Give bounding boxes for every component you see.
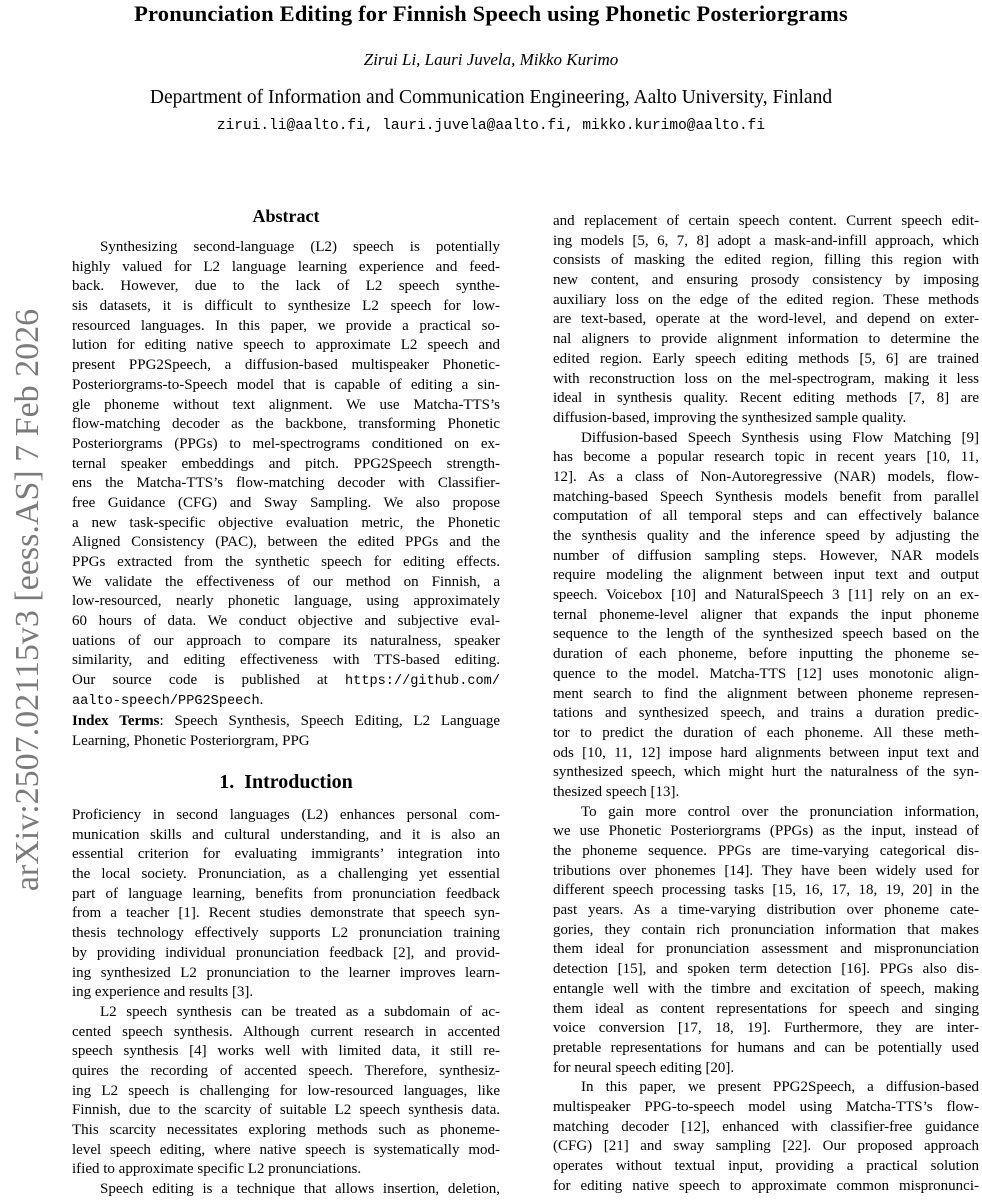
text-line: lution for editing native speech to approximate L2 speech and — [72, 337, 500, 354]
text-line: detection [15], and spoken term detection [16]. PPGs also dis- — [553, 961, 979, 978]
text-line: diffusion-based, improving the synthesized sample quality. — [553, 409, 907, 426]
text-line: Aligned Consistency (PAC), between the edited PPGs and the — [72, 534, 500, 551]
text-line: L2 speech synthesis can be treated as a subdomain of ac- — [100, 1003, 500, 1020]
text-line: operates without textual input, providing a practical solution — [553, 1158, 979, 1174]
text-line: for editing native speech to approximate common mispronunci- — [553, 1177, 979, 1194]
text-line: thesis technology effectively supports L2 pronunciation training — [72, 925, 500, 942]
text-line: for neural speech editing [20]. — [553, 1059, 735, 1076]
text-line: a new task-specific objective evaluation metric, the Phonetic — [72, 514, 500, 531]
text-line: pretable representations for humans and can be potentially used — [553, 1039, 979, 1056]
text-line: sis datasets, it is difficult to synthesize L2 speech for low- — [72, 298, 500, 315]
text-line: uations of our approach to compare its naturalness, speaker — [72, 632, 500, 649]
text-line: the phoneme sequence. PPGs are time-varying categorical dis- — [553, 843, 979, 859]
text-line: ternal speaker embeddings and pitch. PPG2Speech strength- — [72, 455, 500, 472]
text-line: Learning, Phonetic Posteriorgram, PPG — [72, 732, 310, 749]
text-line: resourced languages. In this paper, we provide a practical so- — [72, 317, 500, 334]
text-run: : Speech Synthesis, Speech Editing, L2 Language — [159, 713, 500, 729]
text-line: We validate the effectiveness of our method on Finnish, a — [72, 573, 500, 590]
text-line — [72, 671, 500, 691]
introduction-body-left — [72, 806, 500, 1200]
text-line: ens the Matcha-TTS’s flow-matching decoder with Classifier- — [72, 475, 500, 492]
text-line: quence to the model. Matcha-TTS [12] uses monotonic align- — [553, 665, 979, 682]
text-line: back. However, due to the lack of L2 speech synthe- — [72, 278, 500, 295]
text-line: with reconstruction loss on the mel-spectrogram, making it less — [553, 370, 979, 387]
text-line: entangle well with the timbre and excitation of speech, making — [553, 980, 979, 997]
text-line: thesized speech [13]. — [553, 783, 680, 800]
text-line: ified to approximate specific L2 pronunciations. — [72, 1161, 362, 1178]
text-line: has become a popular research topic in recent years [10, 11, — [553, 449, 979, 466]
text-line: Posteriorgrams (PPGs) to mel-spectrograms conditioned on ex- — [72, 435, 500, 452]
authors-line: Zirui Li, Lauri Juvela, Mikko Kurimo — [363, 50, 619, 69]
text-line: Finnish, due to the scarcity of suitable L2 speech synthesis data. — [72, 1102, 500, 1119]
index-terms — [72, 712, 500, 751]
text-line: Diffusion-based Speech Synthesis using Flow Matching [9] — [581, 429, 979, 446]
text-line: sequence to the length of the synthesized speech based on the — [553, 626, 979, 643]
text-line: Posteriorgrams-to-Speech model that is capable of editing a sin- — [72, 376, 500, 393]
text-line: require modeling the alignment between input text and output — [553, 567, 979, 584]
text-line: Proficiency in second languages (L2) enhances personal com- — [72, 807, 500, 823]
text-line: Speech editing is a technique that allows insertion, deletion, — [100, 1181, 500, 1198]
text-line: In this paper, we present PPG2Speech, a diffusion-based — [581, 1079, 979, 1096]
text-line: (CFG) [21] and sway sampling [22]. Our proposed approach — [553, 1138, 979, 1155]
text-line: by providing individual pronunciation feedback [2], and provid- — [72, 944, 500, 961]
text-line: PPGs extracted from the synthetic speech for editing effects. — [72, 554, 500, 570]
paper-title: Pronunciation Editing for Finnish Speech using Phonetic Posteriorgrams — [134, 1, 848, 26]
text-line: ternal phoneme-level aligner that expands the input phoneme — [553, 606, 979, 623]
affiliation-line: Department of Information and Communication Engineering, Aalto University, Finland — [149, 87, 833, 108]
text-line: computation of all temporal steps and can effectively balance — [553, 508, 979, 525]
text-line: low-resourced, nearly phonetic language, using approximately — [72, 593, 500, 610]
text-line: part of language learning, benefits from pronunciation feedback — [72, 885, 500, 902]
text-line: ideal in synthesis quality. Recent editing methods [7, 8] are — [553, 390, 979, 407]
text-line: are text-based, operate at the word-level, and depend on exter- — [553, 311, 979, 328]
text-line — [72, 691, 500, 711]
bold-text: Index Terms — [72, 713, 160, 729]
text-line: different speech processing tasks [15, 16, 17, 18, 19, 20] in the — [553, 882, 979, 899]
text-line: matching-based Speech Synthesis models benefit from parallel — [553, 488, 979, 505]
text-line: new content, and ensuring prosody consistency by imposing — [553, 272, 979, 289]
right-column-body — [553, 212, 979, 1196]
abstract-heading: Abstract — [252, 206, 320, 226]
text-line: duration of each phoneme, before inputting the phoneme se- — [553, 646, 979, 663]
text-line: To gain more control over the pronunciation information, — [581, 803, 979, 820]
text-line: speech synthesis [4] works well with limited data, it still re- — [72, 1043, 500, 1060]
text-line: edited region. Early speech editing methods [5, 6] are trained — [553, 350, 979, 367]
text-line: ment search to find the alignment between phoneme represen- — [553, 685, 979, 702]
paper-page: arXiv:2507.02115v3 [eess.AS] 7 Feb 2026 Pronunciation Editing for Finnish Speech using Phonetic Posteriorgrams Zirui Li, Lauri Juvela, Mikko Kurimo Department of Information and Communication Engineering, Aalto University, Finland zirui.li@aalto.fi, lauri.juvela@aalto.fi, mikko.kurimo@aalto.fi Abstract Synthesizing second-language (L2) speech is potentially highly valued for L2 language learning experience and feed- back. However, due to the lack of L2 speech synthe- sis datasets, it is difficult to synthesize L2 speech for low- resourced languages. In this paper, we provide a practical so- lution for editing native speech to approximate L2 speech and present PPG2Speech, a diffusion-based multispeaker Phonetic- Posteriorgrams-to-Speech model that is capable of editing a sin- gle phoneme without text alignment. We use Matcha-TTS’s flow-matching decoder as the backbone, transforming Phonetic Posteriorgrams (PPGs) to mel-spectrograms conditioned on ex- ternal speaker embeddings and pitch. PPG2Speech strength- ens the Matcha-TTS’s flow-matching decoder with Classifier- free Guidance (CFG) and Sway Sampling. We also propose a new task-specific objective evaluation metric, the Phonetic Aligned Consistency (PAC), between the edited PPGs and the PPGs extracted from the synthetic speech for editing effects. We validate the effectiveness of our method on Finnish, a low-resourced, nearly phonetic language, using approximately 60 hours of data. We conduct objective and subjective eval- uations of our approach to compare its naturalness, speaker similarity, and editing effectiveness with TTS-based editing. Our source code is published at https://github.com/ aalto-speech/PPG2Speech. Index Terms: Speech Synthesis, Speech Editing, L2 Language Learning, Phonetic Posteriorgram, PPG 1. Introduction Proficiency in second languages (L2) enhances personal com- munication skills and cultural understanding, and it is also an essential criterion for evaluating immigrants’ integration into the local society. Pronunciation, as a challenging yet essential part of language learning, benefits from pronunciation feedback from a teacher [1]. Recent studies demonstrate that speech syn- thesis technology effectively supports L2 pronunciation training by providing individual pronunciation feedback [2], and provid- ing synthesized L2 pronunciation to the learner improves learn- ing experience and results [3]. L2 speech synthesis can be treated as a subdomain of ac- cented speech synthesis. Although current research in accented speech synthesis [4] works well with limited data, it still re- quires the recording of accented speech. Therefore, synthesiz- ing L2 speech is challenging for low-resourced languages, like Finnish, due to the scarcity of suitable L2 speech synthesis data. This scarcity necessitates exploring methods such as phoneme- level speech editing, where native speech is systematically mod- ified to approximate specific L2 pronunciations. Speech editing is a technique that allows insertion, deletion, and replacement of certain speech content. Current speech edit- ing models [5, 6, 7, 8] adopt a mask-and-infill approach, which consists of masking the edited region, filling this region with new content, and ensuring prosody consistency by imposing auxiliary loss on the edge of the edited region. These methods are text-based, operate at the word-level, and depend on exter- nal aligners to provide alignment information to determine the edited region. Early speech editing methods [5, 6] are trained with reconstruction loss on the mel-spectrogram, making it less ideal in synthesis quality. Recent editing methods [7, 8] are diffusion-based, improving the synthesized sample quality. Diffusion-based Speech Synthesis using Flow Matching [9] has become a popular research topic in recent years [10, 11, 12]. As a class of Non-Autoregressive (NAR) models, flow- matching-based Speech Synthesis models benefit from parallel computation of all temporal steps and can effectively balance the synthesis quality and the inference speed by adjusting the number of diffusion sampling steps. However, NAR models require modeling the alignment between input text and output speech. Voicebox [10] and NaturalSpeech 3 [11] rely on an ex- ternal phoneme-level aligner that expands the input phoneme sequence to the length of the synthesized speech based on the duration of each phoneme, before inputting the phoneme se- quence to the model. Matcha-TTS [12] uses monotonic align- ment search to find the alignment between phoneme represen- tations and synthesized speech, and trains a duration predic- tor to predict the duration of each phoneme. All these meth- ods [10, 11, 12] impose hard alignments between input text and synthesized speech, which might hurt the naturalness of the syn- thesized speech [13]. To gain more control over the pronunciation information, we use Phonetic Posteriorgrams (PPGs) as the input, instead of the phoneme sequence. PPGs are time-varying categorical dis- tributions over phonemes [14]. They have been widely used for different speech processing tasks [15, 16, 17, 18, 19, 20] in the past years. As a time-varying distribution over phoneme cate- gories, they contain rich pronunciation information that makes them ideal for pronunciation assessment and mispronunciation detection [15], and spoken term detection [16]. PPGs also dis- entangle well with the timbre and excitation of speech, making them ideal as content representations for speech and singing voice conversion [17, 18, 19]. Furthermore, they are inter- pretable representations for humans and can be potentially used for neural speech editing [20]. In this paper, we present PPG2Speech, a diffusion-based multispeaker PPG-to-speech model using Matcha-TTS’s flow- matching decoder [12], enhanced with classifier-free guidance (CFG) [21] and sway sampling [22]. Our proposed approach operates without textual input, providing a practical solution for editing native speech to approximate common mispronunci- — [0, 0, 982, 1200]
text-line: similarity, and editing effectiveness with TTS-based editing. — [72, 652, 500, 669]
text-line: we use Phonetic Posteriorgrams (PPGs) as the input, instead of — [553, 823, 979, 840]
text-line: past years. As a time-varying distribution over phoneme cate- — [553, 902, 979, 919]
text-line: gle phoneme without text alignment. We use Matcha-TTS’s — [72, 396, 500, 413]
text-line: and replacement of certain speech content. Current speech edit- — [553, 213, 979, 229]
text-line: gories, they contain rich pronunciation information that makes — [553, 921, 979, 938]
text-line: 60 hours of data. We conduct objective and subjective eval- — [72, 613, 500, 630]
text-line: 12]. As a class of Non-Autoregressive (NAR) models, flow- — [553, 468, 979, 485]
text-line: tations and synthesized speech, and trains a duration predic- — [553, 705, 979, 722]
text-line: auxiliary loss on the edge of the edited region. These methods — [553, 291, 979, 308]
source-code-link[interactable]: https://github.com/ — [345, 674, 500, 690]
text-line: essential criterion for evaluating immigrants’ integration into — [72, 846, 500, 863]
text-line: nal aligners to provide alignment information to determine the — [553, 331, 979, 348]
text-line: from a teacher [1]. Recent studies demonstrate that speech syn- — [72, 905, 500, 922]
text-line: the synthesis quality and the inference speed by adjusting the — [553, 528, 979, 544]
text-line: munication skills and cultural understanding, and it is also an — [72, 826, 500, 843]
introduction-heading: 1. Introduction — [219, 771, 353, 793]
text-line: quires the recording of accented speech. Therefore, synthesiz- — [72, 1062, 500, 1079]
text-run: . — [259, 691, 264, 708]
text-line: multispeaker PPG-to-speech model using Matcha-TTS’s flow- — [553, 1098, 979, 1115]
text-line: matching decoder [12], enhanced with classifier-free guidance — [553, 1118, 979, 1135]
text-line: voice conversion [17, 18, 19]. Furthermore, they are inter- — [553, 1020, 979, 1037]
text-line: ing experience and results [3]. — [72, 984, 254, 1001]
text-line: ing synthesized L2 pronunciation to the learner improves learn- — [72, 964, 500, 981]
text-line: present PPG2Speech, a diffusion-based multispeaker Phonetic- — [72, 357, 500, 374]
text-line: the local society. Pronunciation, as a challenging yet essential — [72, 866, 500, 883]
text-line: flow-matching decoder as the backbone, transforming Phonetic — [72, 416, 500, 433]
text-line: speech. Voicebox [10] and NaturalSpeech 3 [11] rely on an ex- — [553, 587, 979, 604]
text-line: synthesized speech, which might hurt the naturalness of the syn- — [553, 764, 979, 781]
text-line: This scarcity necessitates exploring methods such as phoneme- — [72, 1122, 500, 1138]
text-line: ods [10, 11, 12] impose hard alignments between input text and — [553, 744, 979, 761]
text-line: Synthesizing second-language (L2) speech is potentially — [100, 239, 500, 255]
abstract-body — [72, 238, 500, 711]
text-line: tributions over phonemes [14]. They have been widely used for — [553, 862, 979, 879]
source-code-link[interactable]: aalto-speech/PPG2Speech — [72, 693, 260, 709]
text-line: cented speech synthesis. Although current research in accented — [72, 1023, 500, 1040]
text-line: tor to predict the duration of each phoneme. All these meth- — [553, 724, 979, 741]
text-line — [72, 712, 500, 732]
text-line: highly valued for L2 language learning experience and feed- — [72, 258, 500, 275]
text-line: consists of masking the edited region, filling this region with — [553, 252, 979, 269]
text-line: number of diffusion sampling steps. However, NAR models — [553, 547, 979, 564]
text-run: Our source code is published at — [72, 672, 345, 689]
text-line: them ideal for pronunciation assessment and mispronunciation — [553, 941, 979, 958]
emails-line: zirui.li@aalto.fi, lauri.juvela@aalto.fi, mikko.kurimo@aalto.fi — [216, 118, 766, 134]
text-line: ing L2 speech is challenging for low-resourced languages, like — [72, 1082, 500, 1099]
text-line: level speech editing, where native speech is systematically mod- — [72, 1141, 500, 1158]
text-line: them ideal as content representations for speech and singing — [553, 1000, 979, 1017]
text-line: ing models [5, 6, 7, 8] adopt a mask-and-infill approach, which — [553, 232, 979, 249]
text-line: free Guidance (CFG) and Sway Sampling. We also propose — [72, 494, 500, 511]
